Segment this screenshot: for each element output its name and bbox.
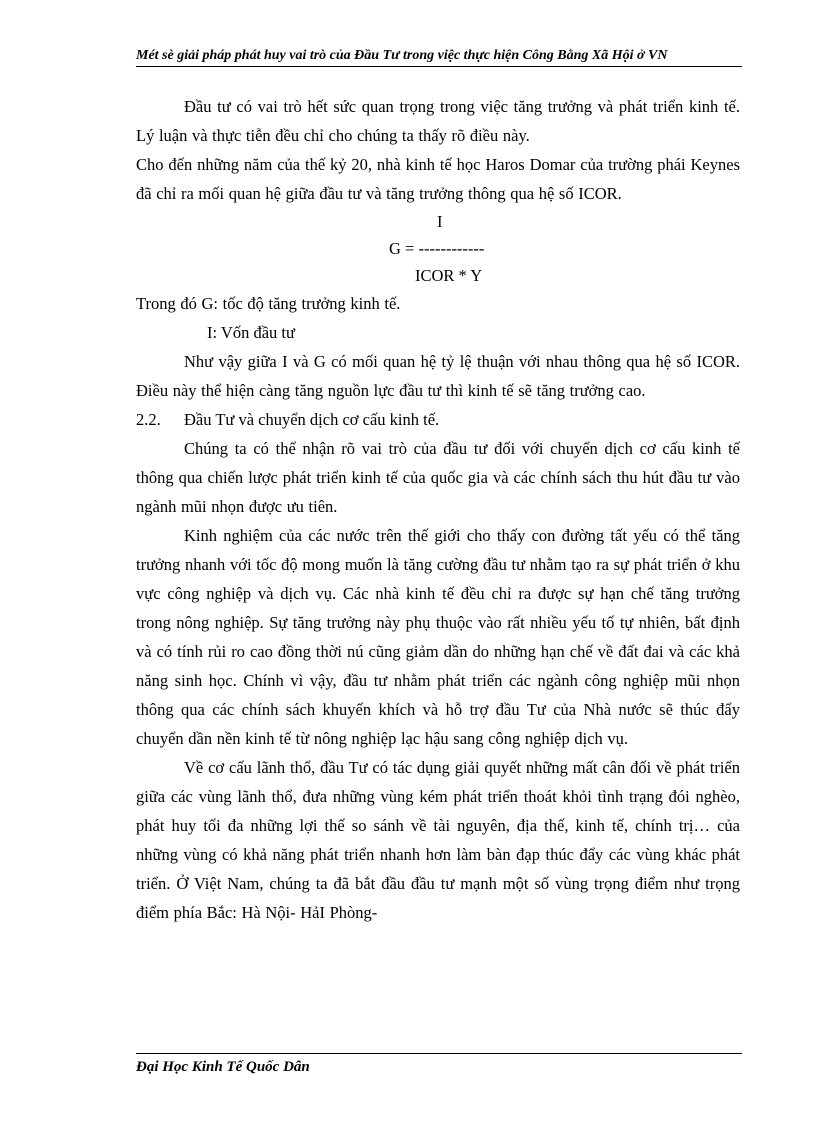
footer-divider: [136, 1053, 742, 1054]
paragraph-definition-g: Trong đó G: tốc độ tăng trưởng kinh tế.: [136, 294, 401, 313]
paragraph-world-experience: Kinh nghiệm của các nước trên thế giới cho thấy con đường tất yếu có thể tăng trưởng nhanh với tốc độ mong muốn là tăng cường đầu tư nhằm tạo ra sự phát triển ở khu vực công nghiệp và dịch vụ. Các nhà kinh tế đều chỉ ra được sự hạn chế tăng trưởng trong nông nghiệp. Sự tăng trưởng này phụ thuộc vào rất nhiều yếu tố tự nhiên, bất định và có tính rủi ro cao đồng thời nú cũng giảm dần do những hạn chế về đất đai và các khả năng sinh học. Chính vì vậy, đầu tư nhằm phát triển các ngành công nghiệp mũi nhọn thông qua các chính sách khuyến khích và hỗ trợ đầu Tư của Nhà nước sẽ thúc đẩy chuyển dần nền kinh tế từ nông nghiệp lạc hậu sang công nghiệp dịch vụ.: [136, 526, 740, 748]
formula-equation: G = ------------: [389, 239, 485, 258]
header-divider: [136, 66, 742, 67]
page-body: [136, 92, 740, 927]
section-title: Đầu Tư và chuyển dịch cơ cấu kinh tế.: [184, 410, 440, 429]
page-header: Mét sè giải pháp phát huy vai trò của Đầu Tư trong việc thực hiện Công Bằng Xã Hội ở VN: [136, 48, 668, 63]
paragraph-territorial-structure: Về cơ cấu lãnh thổ, đầu Tư có tác dụng giải quyết những mất cân đối về phát triển giữa các vùng lãnh thổ, đưa những vùng kém phát triển thoát khỏi tình trạng đói nghèo, phát huy tối đa những lợi thế so sánh về tài nguyên, địa thế, kinh tế, chính trị… của những vùng có khả năng phát triển nhanh hơn làm bàn đạp thúc đẩy các vùng khác phát triển. Ở Việt Nam, chúng ta đã bắt đầu đầu tư mạnh một số vùng trọng điểm như trọng điểm phía Bắc: Hà Nội- HảI Phòng-: [136, 758, 740, 922]
paragraph-harrod-domar: Cho đến những năm của thế kỷ 20, nhà kinh tế học Haros Domar của trường phái Keynes đã chỉ ra mối quan hệ giữa đầu tư và tăng trưởng thông qua hệ số ICOR.: [136, 155, 740, 203]
paragraph-structure-shift: Chúng ta có thể nhận rõ vai trò của đầu tư đối với chuyển dịch cơ cấu kinh tế thông qua chiến lược phát triển kinh tế của quốc gia và các chính sách thu hút đầu tư vào ngành mũi nhọn được ưu tiên.: [136, 439, 740, 516]
page-footer: Đại Học Kinh Tế Quốc Dân: [136, 1059, 310, 1075]
formula-denominator: ICOR * Y: [415, 266, 483, 285]
section-number: 2.2.: [136, 410, 161, 429]
icor-formula: [136, 208, 740, 289]
formula-numerator: I: [437, 212, 443, 231]
paragraph-definition-i: I: Vốn đầu tư: [207, 323, 295, 342]
section-heading: [136, 405, 740, 434]
paragraph-proportional: Như vậy giữa I và G có mối quan hệ tỷ lệ thuận với nhau thông qua hệ số ICOR. Điều này thể hiện càng tăng nguồn lực đầu tư thì kinh tế sẽ tăng trưởng cao.: [136, 352, 740, 400]
paragraph-investment-role: Đầu tư có vai trò hết sức quan trọng trong việc tăng trưởng và phát triển kinh tế. Lý luận và thực tiễn đều chỉ cho chúng ta thấy rõ điều này.: [136, 97, 740, 145]
